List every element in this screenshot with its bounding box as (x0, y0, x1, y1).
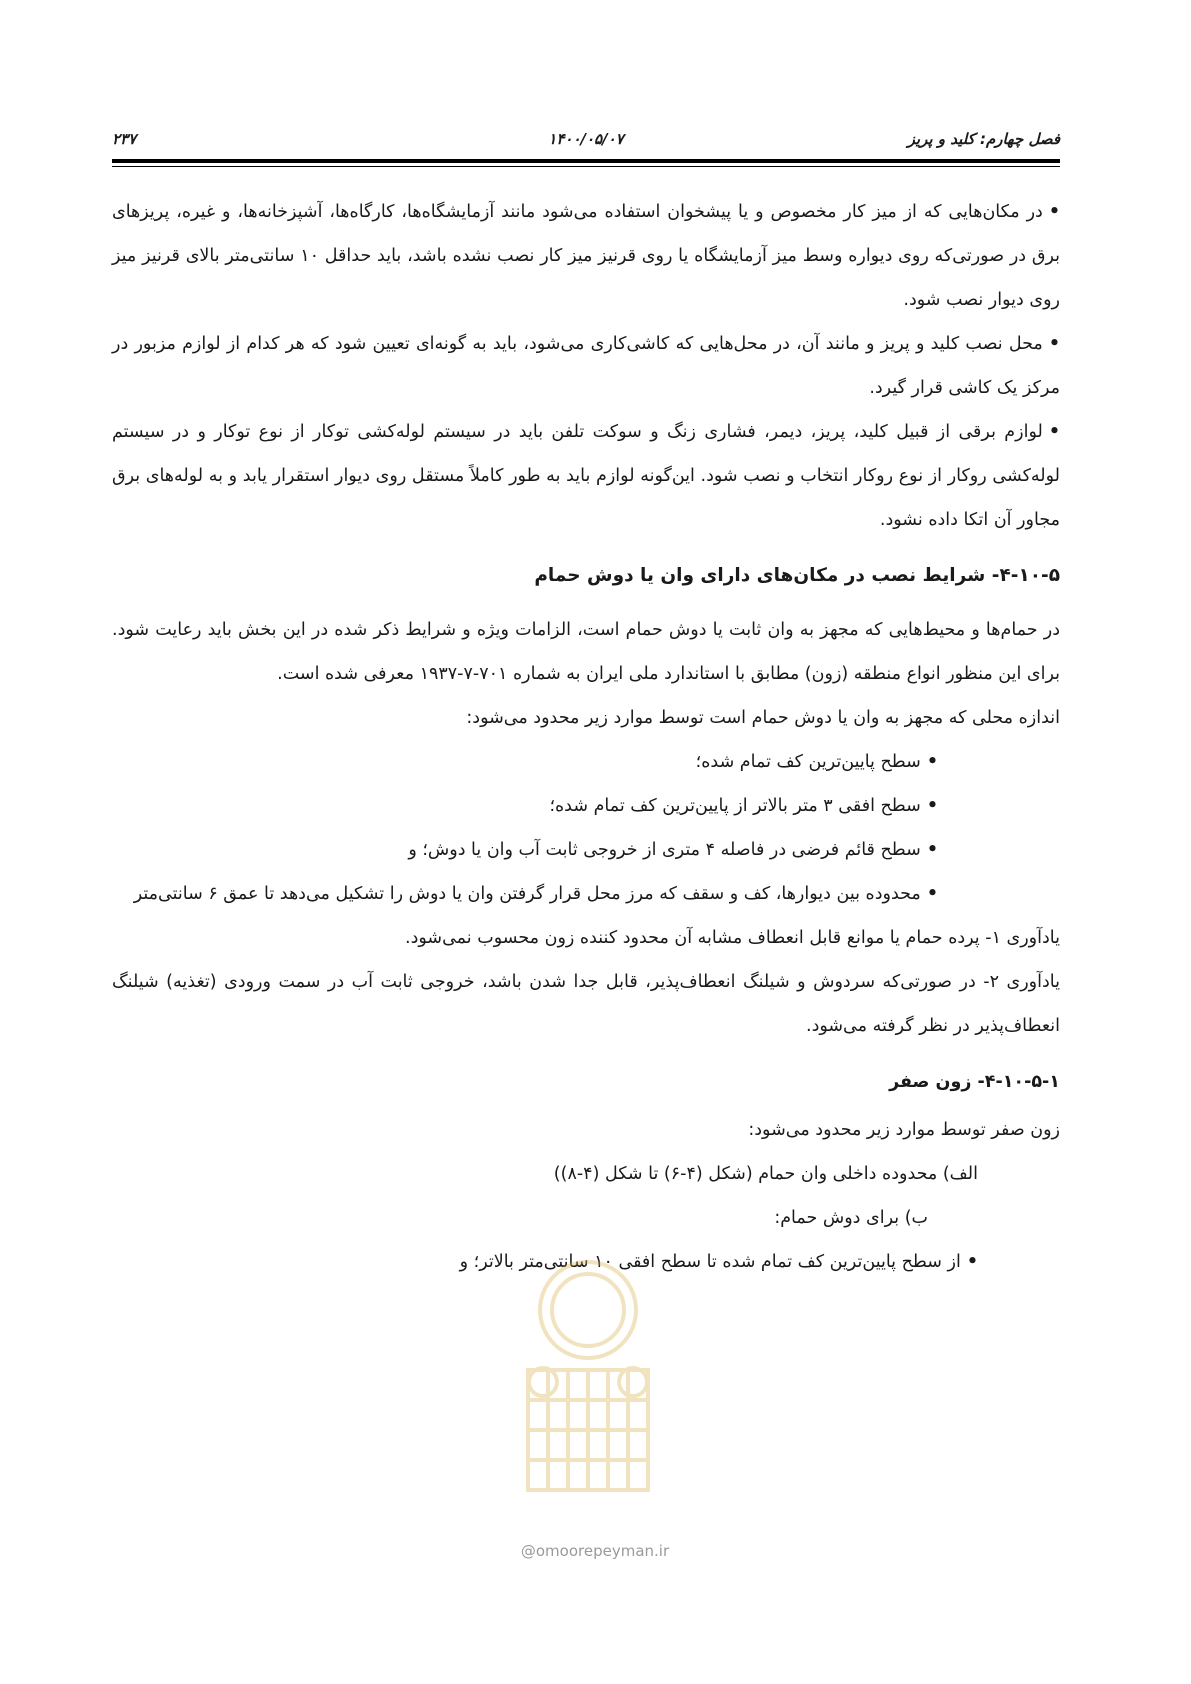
bullet-icon: • (1048, 202, 1060, 222)
watermark-logo-icon (488, 1250, 688, 1520)
bullet-text: در مکان‌هایی که از میز کار مخصوص و یا پیشخوان استفاده می‌شود مانند آزمایشگاه‌ها، کارگاه‌ها، آشپزخانه‌ها، و غیره، پریزهای برق در صورتی‌که روی دیواره وسط میز آزمایشگاه یا روی قرنیز میز کار نصب نشده باشد، باید حداقل ۱۰ سانتی‌متر بالای قرنیز میز روی دیوار نصب شود. (112, 202, 1060, 310)
header-date: ۱۴۰۰/۰۵/۰۷ (548, 130, 624, 148)
bullet-text: لوازم برقی از قبیل کلید، پریز، دیمر، فشاری زنگ و سوکت تلفن باید در سیستم لوله‌کشی توکار از نوع توکار و در سیستم لوله‌کشی روکار از نوع روکار انتخاب و نصب شود. این‌گونه لوازم باید به طور کاملاً مستقل روی دیوار استقرار یابد و به لوله‌های برق مجاور آن اتکا داده نشود. (112, 422, 1060, 530)
bullet-icon: • (926, 840, 938, 860)
bullet-paragraph (112, 410, 1060, 542)
section-intro: اندازه محلی که مجهز به وان یا دوش حمام است توسط موارد زیر محدود می‌شود: (466, 708, 1060, 728)
bullet-icon: • (966, 1252, 978, 1272)
bullet-icon: • (926, 752, 938, 772)
bullet-paragraph (112, 190, 1060, 322)
zone-bullet-text: سطح پایین‌ترین کف تمام شده؛ (695, 752, 921, 772)
subsection-bullet (112, 1240, 1060, 1284)
watermark-url: @omoorepeyman.ir (520, 1542, 670, 1560)
bullet-icon: • (926, 796, 938, 816)
page-number: ۲۳۷ (112, 130, 137, 148)
zone-bullet-text: محدوده بین دیوارها، کف و سقف که مرز محل قرار گرفتن وان یا دوش را تشکیل می‌دهد تا عمق ۶ سانتی‌متر (133, 884, 921, 904)
note-1: یادآوری ۱- پرده حمام یا موانع قابل انعطاف مشابه آن محدود کننده زون محسوب نمی‌شود. (405, 928, 1060, 948)
header-rule-thick (112, 159, 1060, 163)
section-heading: ۴-۱۰-۵- شرایط نصب در مکان‌های دارای وان یا دوش حمام (534, 565, 1060, 586)
header-rule-thin (112, 166, 1060, 167)
item-b: ب) برای دوش حمام: (774, 1208, 928, 1228)
bullet-paragraph (112, 322, 1060, 410)
page-body (112, 190, 1060, 1284)
bullet-icon: • (926, 884, 938, 904)
bullet-icon: • (1048, 334, 1060, 354)
bullet-icon: • (1048, 422, 1060, 442)
chapter-title: فصل چهارم: کلید و پریز (907, 130, 1060, 148)
watermark-url-text: omoorepeyman.ir (535, 1542, 670, 1560)
zone-bullet (112, 828, 1060, 872)
zone-bullet (112, 872, 1060, 916)
bullet-text: محل نصب کلید و پریز و مانند آن، در محل‌هایی که کاشی‌کاری می‌شود، باید به گونه‌ای تعیین شود که هر کدام از لوازم مزبور در مرکز یک کاشی قرار گیرد. (112, 334, 1060, 398)
note-2: یادآوری ۲- در صورتی‌که سردوش و شیلنگ انعطاف‌پذیر، قابل جدا شدن باشد، خروجی ثابت آب در سمت ورودی (تغذیه) شیلنگ انعطاف‌پذیر در نظر گرفته می‌شود. (112, 972, 1060, 1036)
section-paragraph: در حمام‌ها و محیط‌هایی که مجهز به وان ثابت یا دوش حمام است، الزامات ویژه و شرایط ذکر شده در این بخش باید رعایت شود. برای این منظور انواع منطقه (زون) مطابق با استاندارد ملی ایران به شماره ۷۰۱-۷-۱۹۳۷ معرفی شده است. (112, 620, 1060, 684)
subsection-heading: ۴-۱۰-۵-۱- زون صفر (889, 1072, 1060, 1092)
subsection-bullet-text: از سطح پایین‌ترین کف تمام شده تا سطح افقی ۱۰ سانتی‌متر بالاتر؛ و (459, 1252, 961, 1272)
zone-bullet (112, 740, 1060, 784)
page-header (112, 124, 1060, 154)
zone-bullet-text: سطح قائم فرضی در فاصله ۴ متری از خروجی ثابت آب وان یا دوش؛ و (408, 840, 921, 860)
item-a: الف) محدوده داخلی وان حمام (شکل (۴-۶) تا شکل (۴-۸)) (553, 1164, 978, 1184)
subsection-intro: زون صفر توسط موارد زیر محدود می‌شود: (748, 1120, 1060, 1140)
zone-bullet-text: سطح افقی ۳ متر بالاتر از پایین‌ترین کف تمام شده؛ (549, 796, 921, 816)
zone-bullet (112, 784, 1060, 828)
